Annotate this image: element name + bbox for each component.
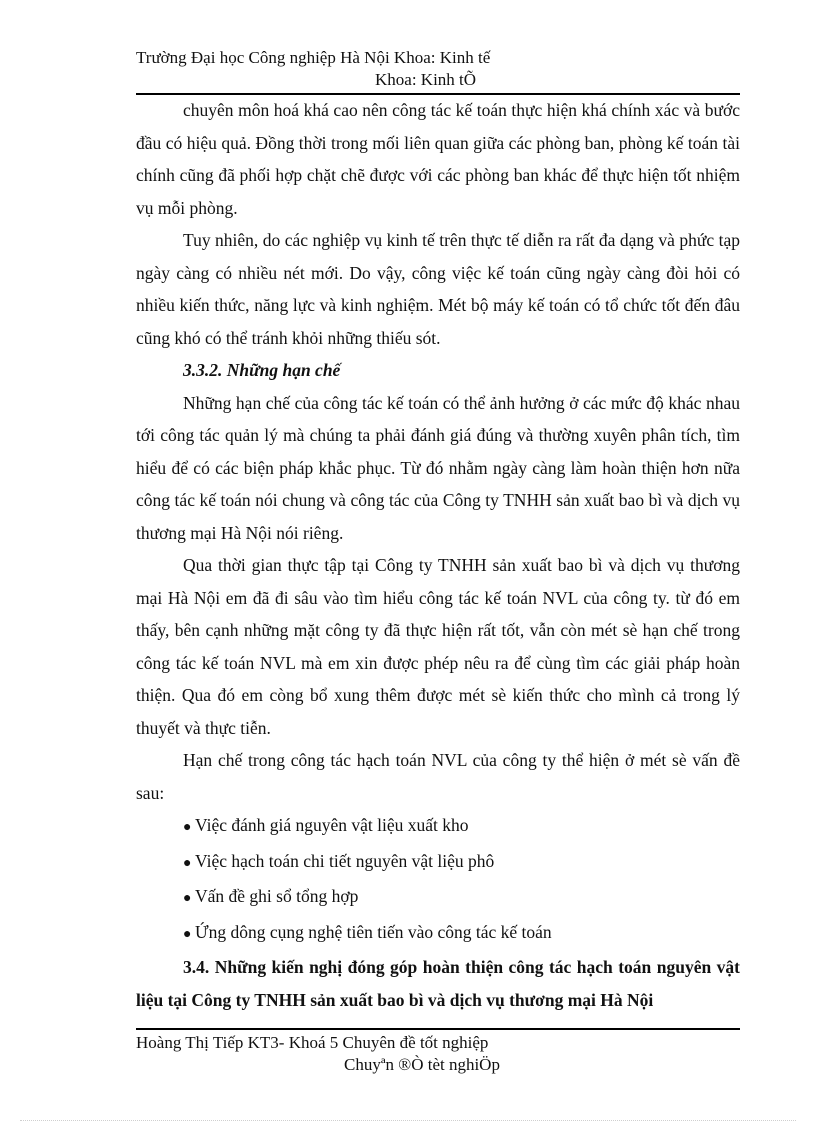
paragraph-3: Những hạn chế của công tác kế toán có thể ảnh hưởng ở các mức độ khác nhau tới công tác quản lý mà chúng ta phải đánh giá đúng và thường xuyên phân tích, tìm hiểu để có các biện pháp khắc phục. Từ đó nhằm ngày càng làm hoàn thiện hơn nữa công tác kế toán nói chung và công tác của Công ty TNHH sản xuất bao bì và dịch vụ thương mại Hà Nội nói riêng.	[136, 392, 740, 543]
bullet-item	[136, 880, 740, 916]
bullet-item	[136, 845, 740, 881]
bullet-text: Việc đánh giá nguyên vật liệu xuất kho	[195, 815, 469, 835]
bullet-icon: ●	[183, 820, 192, 835]
paragraph-4: Qua thời gian thực tập tại Công ty TNHH sản xuất bao bì và dịch vụ thương mại Hà Nội em đã đi sâu vào tìm hiểu công tác kế toán NVL của công ty. từ đó em thấy, bên cạnh những mặt công ty đã thực hiện rất tốt, vẫn còn mét sè hạn chế trong công tác kế toán NVL mà em xin được phép nêu ra để cùng tìm các giải pháp hoàn thiện. Qua đó em còng bổ xung thêm được mét sè kiến thức cho mình cả trong lý thuyết và thực tiễn.	[136, 555, 740, 738]
page-edge-divider	[20, 1120, 796, 1121]
bullet-item	[136, 809, 740, 845]
bullet-text: Việc hạch toán chi tiết nguyên vật liệu phô	[195, 850, 495, 871]
section-heading-3-3-2: 3.3.2. Những hạn chế	[183, 360, 341, 380]
paragraph-1: chuyên môn hoá khá cao nên công tác kế toán thực hiện khá chính xác và bước đầu có hiệu quả. Đồng thời trong mối liên quan giữa các phòng ban, phòng kế toán tài chính cũng đã phối hợp chặt chẽ được với các phòng ban khác để thực hiện tốt nhiệm vụ mỗi phòng.	[136, 100, 740, 218]
footer-title-line: Chuyªn ®Ò tèt nghiÖp	[344, 1055, 500, 1074]
document-body	[136, 94, 740, 1016]
section-heading-3-4: 3.4. Những kiến nghị đóng góp hoàn thiện công tác hạch toán nguyên vật liệu tại Công ty TNHH sản xuất bao bì và dịch vụ thương mại Hà Nội	[136, 957, 740, 1010]
paragraph-2: Tuy nhiên, do các nghiệp vụ kinh tế trên thực tế diễn ra rất đa dạng và phức tạp ngày càng có nhiều nét mới. Do vậy, công việc kế toán cũng ngày càng đòi hỏi có nhiều kiến thức, năng lực và kinh nghiệm. Mét bộ máy kế toán có tổ chức tốt đến đâu cũng khó có thể tránh khỏi những thiếu sót.	[136, 230, 740, 348]
footer-author-line: Hoàng Thị Tiếp KT3- Khoá 5 Chuyên đề tốt nghiệp	[136, 1033, 489, 1052]
bullet-icon: ●	[183, 891, 192, 906]
bullet-icon: ●	[183, 926, 192, 942]
header-faculty-line: Khoa: Kinh tÕ	[375, 70, 477, 89]
bullet-text: Vấn đề ghi sổ tổng hợp	[195, 886, 359, 906]
footer-rule	[136, 1028, 740, 1030]
paragraph-5: Hạn chế trong công tác hạch toán NVL của công ty thể hiện ở mét sè vấn đề sau:	[136, 750, 740, 803]
bullet-icon: ●	[183, 855, 192, 871]
bullet-item	[136, 916, 740, 952]
header-school-line: Trường Đại học Công nghiệp Hà Nội Khoa: Kinh tế	[136, 48, 491, 67]
bullet-text: Ứng dông cụng nghệ tiên tiến vào công tác kế toán	[195, 921, 552, 942]
